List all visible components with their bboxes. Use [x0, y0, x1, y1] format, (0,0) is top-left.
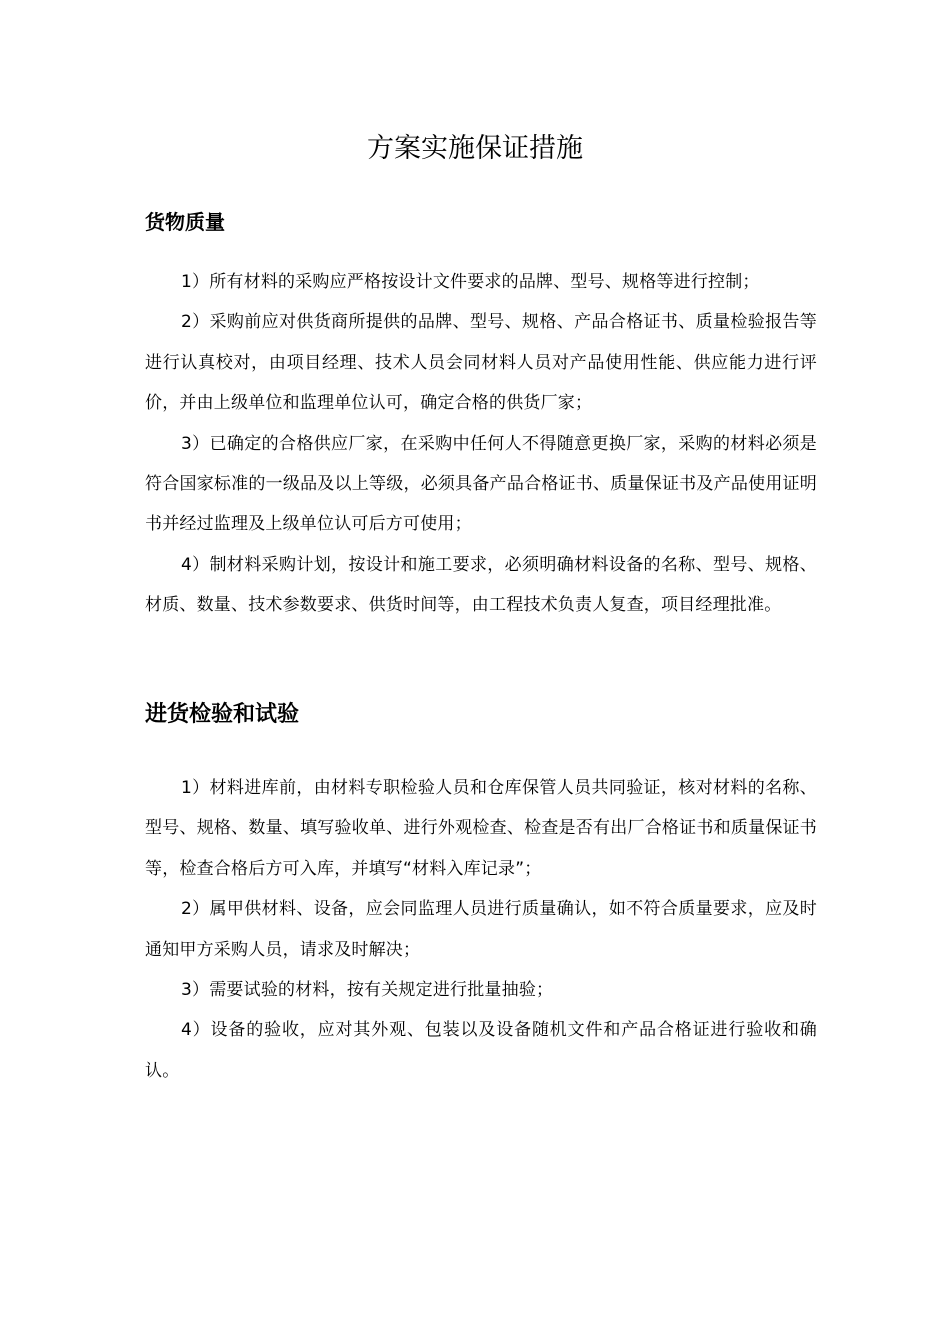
paragraph: 2）采购前应对供货商所提供的品牌、型号、规格、产品合格证书、质量检验报告等进行认真校对，由项目经理、技术人员会同材料人员对产品使用性能、供应能力进行评价，并由上级单位和监理单位认可，确定合格的供货厂家； — [145, 312, 817, 414]
section-body-goods-quality — [145, 262, 817, 626]
paragraph: 2）属甲供材料、设备，应会同监理人员进行质量确认，如不符合质量要求，应及时通知甲方采购人员，请求及时解决； — [145, 899, 817, 960]
section-heading-incoming-inspection: 进货检验和试验 — [145, 702, 300, 727]
paragraph: 1）所有材料的采购应严格按设计文件要求的品牌、型号、规格等进行控制； — [181, 272, 760, 292]
document-title: 方案实施保证措施 — [367, 133, 583, 164]
paragraph: 1）材料进库前，由材料专职检验人员和仓库保管人员共同验证，核对材料的名称、型号、规格、数量、填写验收单、进行外观检查、检查是否有出厂合格证书和质量保证书等，检查合格后方可入库，并填写“材料入库记录”； — [145, 778, 817, 879]
section-body-incoming-inspection — [145, 768, 817, 1091]
paragraph: 4）制材料采购计划，按设计和施工要求，必须明确材料设备的名称、型号、规格、材质、数量、技术参数要求、供货时间等，由工程技术负责人复查，项目经理批准。 — [145, 554, 817, 616]
paragraph: 4）设备的验收，应对其外观、包装以及设备随机文件和产品合格证进行验收和确认。 — [145, 1020, 817, 1081]
paragraph: 3）已确定的合格供应厂家，在采购中任何人不得随意更换厂家，采购的材料必须是符合国家标准的一级品及以上等级，必须具备产品合格证书、质量保证书及产品使用证明书并经过监理及上级单位认可后方可使用； — [145, 433, 817, 535]
paragraph: 3）需要试验的材料，按有关规定进行批量抽验； — [181, 980, 554, 1001]
section-heading-goods-quality: 货物质量 — [145, 210, 225, 234]
